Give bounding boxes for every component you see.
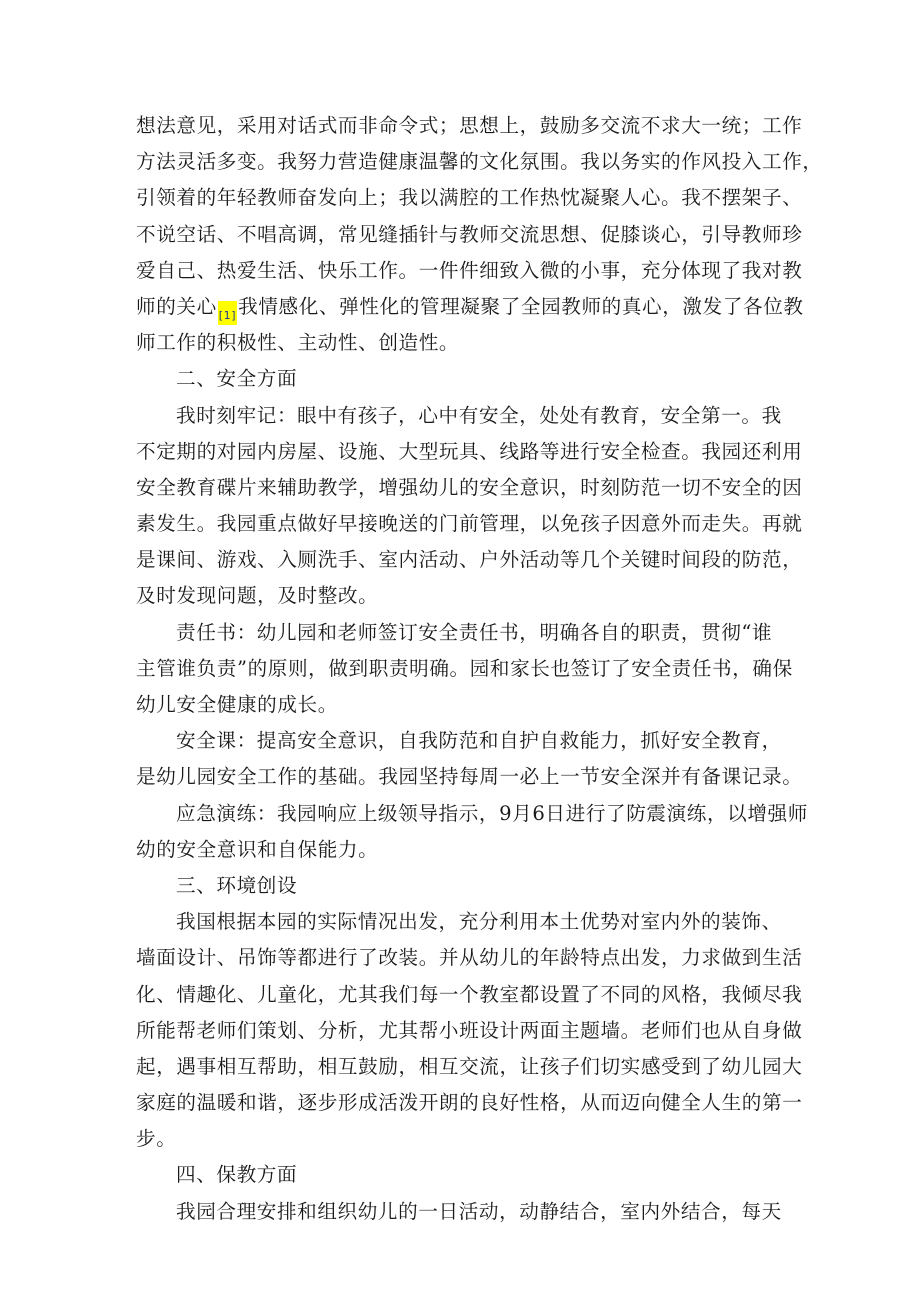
text-line-19: 是幼儿园安全工作的基础。我园坚持每周一必上一节安全深并有备课记录。 — [136, 765, 803, 789]
text-line-16: 主管谁负责”的原则，做到职责明确。园和家长也签订了安全责任书，确保 — [136, 656, 793, 680]
paragraph-responsibility: 责任书：幼儿园和老师签订安全责任书，明确各自的职责，贯彻“谁 — [176, 620, 773, 644]
text-line-5: 爱自己、热爱生活、快乐工作。一件件细致入微的小事，充分体现了我对教 — [136, 258, 803, 282]
text-segment-before-footnote: 师的关心 — [136, 294, 217, 318]
paragraph-environment: 我国根据本园的实际情况出发，充分利用本土优势对室内外的装饰、 — [176, 910, 782, 934]
text-line-14: 及时发现问题，及时整改。 — [136, 584, 379, 608]
text-line-28: 家庭的温暖和谐，逐步形成活泼开朗的良好性格，从而迈向健全人生的第一 — [136, 1091, 803, 1115]
section-heading-care-education: 四、保教方面 — [176, 1163, 298, 1187]
text-line-24: 墙面设计、吊饰等都进行了改装。并从幼儿的年龄特点出发，力求做到生活 — [136, 946, 803, 970]
text-line-12: 素发生。我园重点做好早接晚送的门前管理，以免孩子因意外而走失。再就 — [136, 512, 803, 536]
text-line-7: 师工作的积极性、主动性、创造性。 — [136, 331, 460, 355]
text-line-25: 化、情趣化、儿童化，尤其我们每一个教室都设置了不同的风格，我倾尽我 — [136, 982, 803, 1006]
text-line-26: 所能帮老师们策划、分析，尤其帮小班设计两面主题墙。老师们也从自身做 — [136, 1018, 803, 1042]
text-line-1: 想法意见，采用对话式而非命令式；思想上，鼓励多交流不求大一统；工作 — [136, 114, 803, 137]
text-line-11: 安全教育碟片来辅助教学，增强幼儿的安全意识，时刻防范一切不安全的因 — [136, 475, 803, 499]
text-line-17: 幼儿安全健康的成长。 — [136, 693, 338, 716]
text-line-10: 不定期的对园内房屋、设施、大型玩具、线路等进行安全检查。我园还利用 — [136, 439, 803, 463]
text-line-4: 不说空话、不唱高调，常见缝插针与教师交流思想、促膝谈心，引导教师珍 — [136, 222, 803, 246]
footnote-marker[interactable]: [1] — [218, 301, 237, 325]
document-page — [136, 108, 823, 1230]
paragraph-care-education: 我园合理安排和组织幼儿的一日活动，动静结合，室内外结合，每天 — [176, 1199, 782, 1223]
text-line-21: 幼的安全意识和自保能力。 — [136, 837, 379, 861]
paragraph-safety-class: 安全课：提高安全意识，自我防范和自护自救能力，抓好安全教育， — [176, 729, 782, 753]
paragraph-emergency-drill: 应急演练：我园响应上级领导指示，9月6日进行了防震演练，以增强师 — [176, 801, 808, 825]
text-line-27: 起，遇事相互帮助，相互鼓励，相互交流，让孩子们切实感受到了幼儿园大 — [136, 1054, 803, 1078]
text-line-2: 方法灵活多变。我努力营造健康温馨的文化氛围。我以务实的作风投入工作， — [136, 150, 823, 174]
text-line-29: 步。 — [136, 1127, 177, 1151]
text-line-6 — [136, 289, 804, 325]
text-line-13: 是课间、游戏、入厕洗手、室内活动、户外活动等几个关键时间段的防范， — [136, 548, 803, 572]
section-heading-environment: 三、环境创设 — [176, 873, 298, 897]
section-heading-safety: 二、安全方面 — [176, 367, 298, 391]
paragraph-start-line: 我时刻牢记：眼中有孩子，心中有安全，处处有教育，安全第一。我 — [176, 403, 782, 427]
text-line-3: 引领着的年轻教师奋发向上；我以满腔的工作热忱凝聚人心。我不摆架子、 — [136, 186, 803, 210]
text-segment-after-footnote: 我情感化、弹性化的管理凝聚了全园教师的真心，激发了各位教 — [238, 294, 804, 318]
